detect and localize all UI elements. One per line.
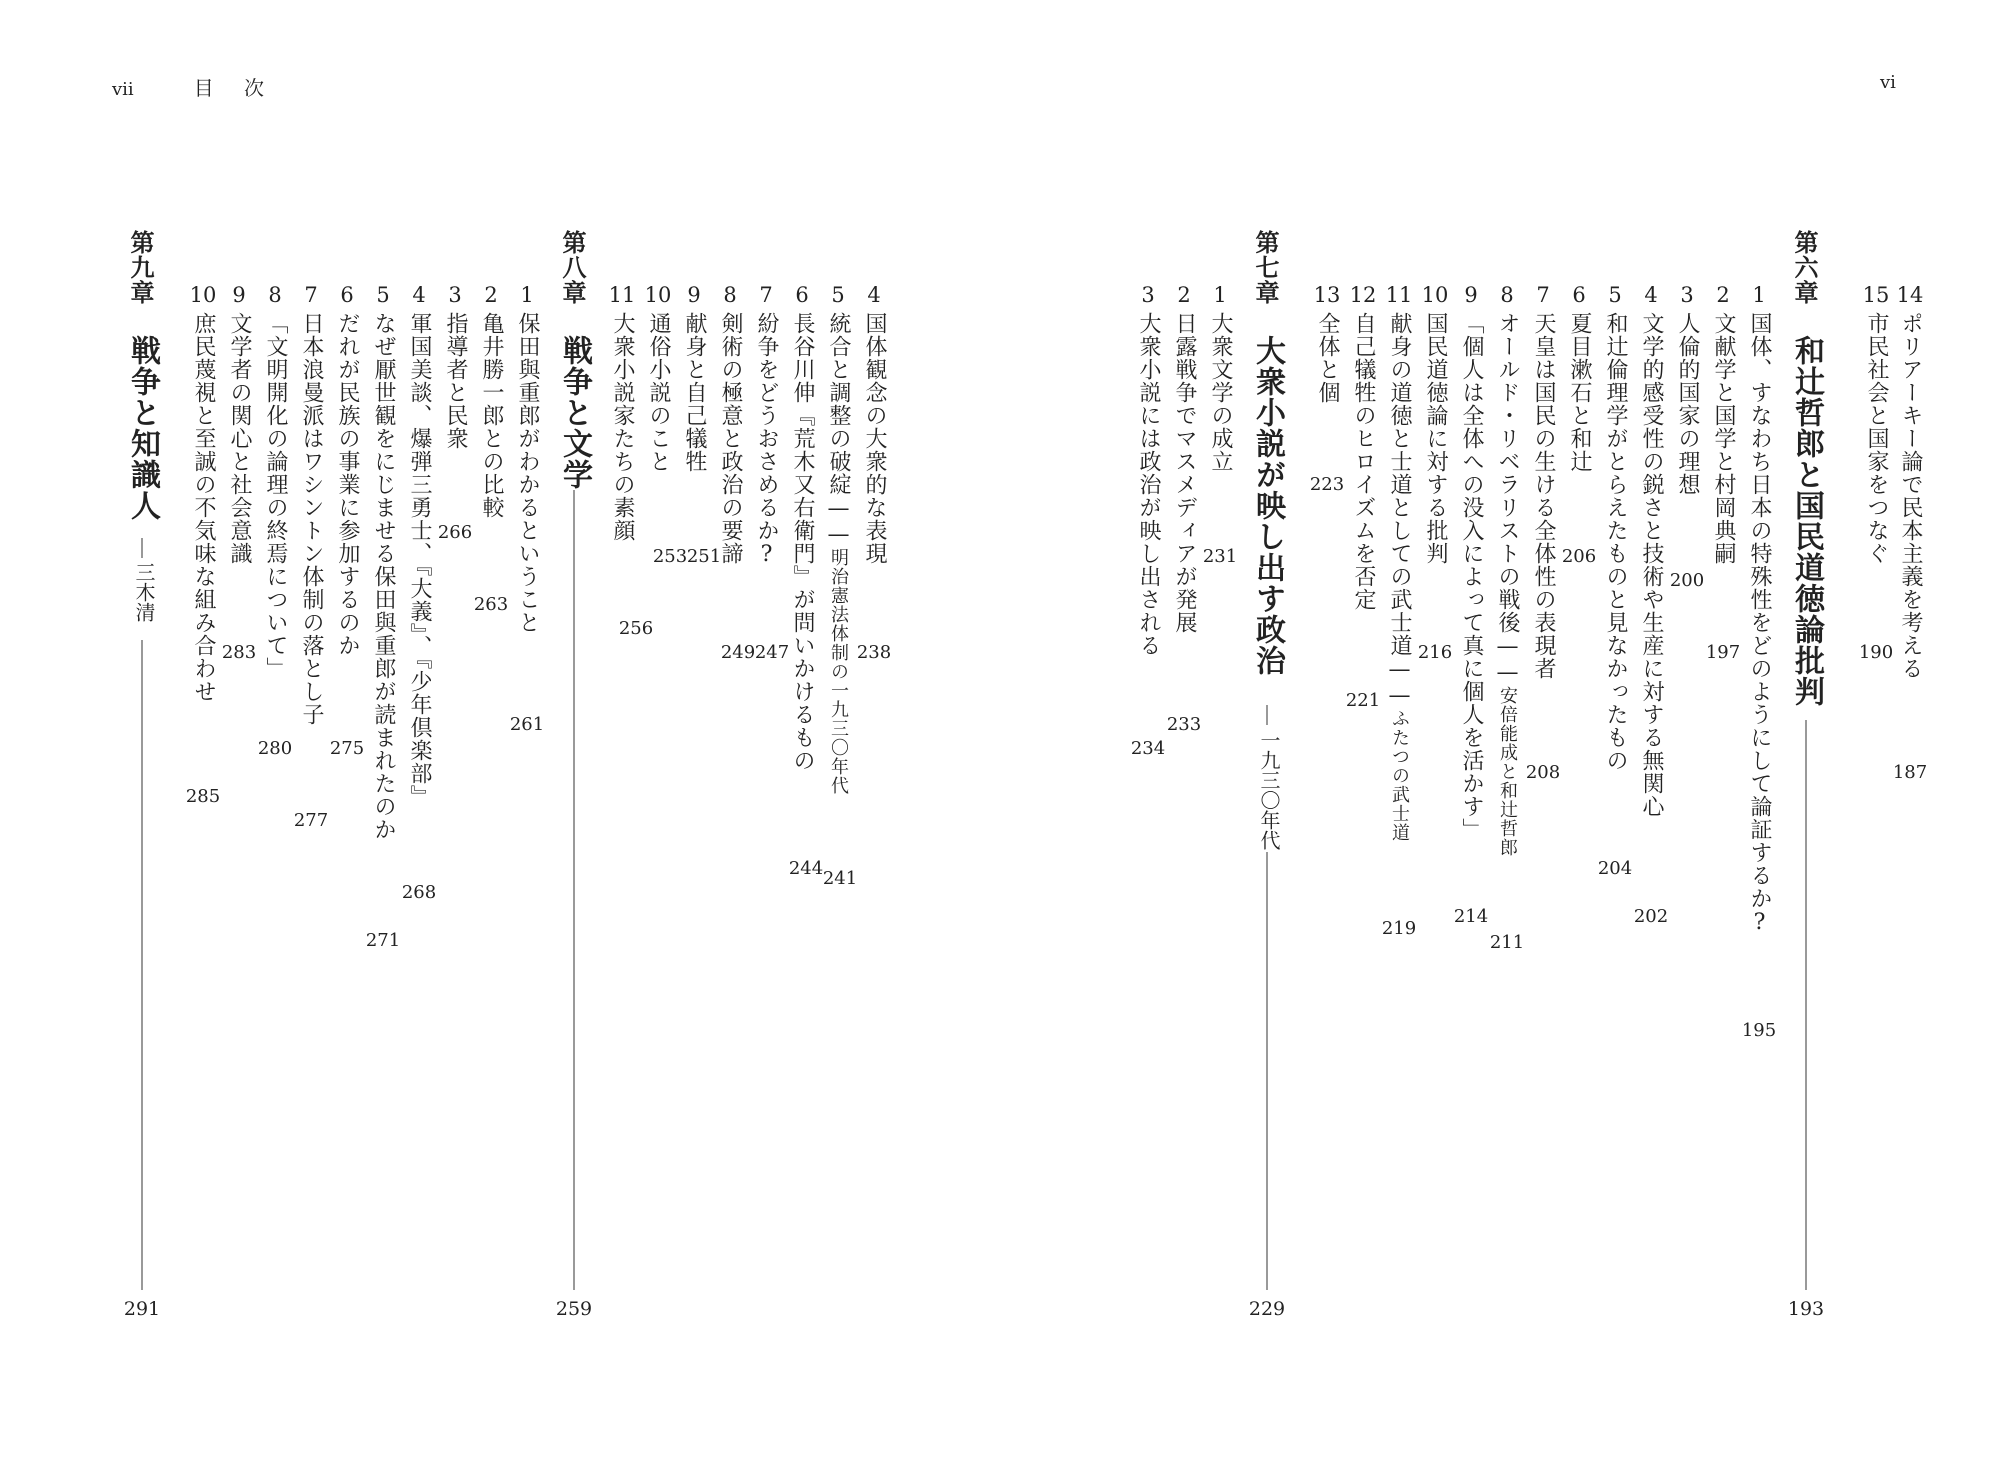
entry-number: 7 (1536, 283, 1550, 307)
entry-title: 人倫的国家の理想 (1675, 312, 1700, 496)
toc-entry[interactable] (713, 282, 747, 565)
entry-page: 280 (257, 738, 293, 759)
entry-page: 249 (720, 642, 756, 663)
toc-entry[interactable] (1598, 282, 1632, 772)
entry-number: 11 (608, 283, 636, 307)
entry-title: ポリアーキー論で民本主義を考える (1898, 312, 1923, 680)
toc-entry[interactable] (857, 282, 891, 565)
entry-title: 保田與重郎がわかるということ (515, 312, 540, 634)
chapter-7-page: 229 (1248, 1298, 1286, 1320)
chapter-6-label: 第六章 (1790, 230, 1819, 305)
entry-number: 3 (1680, 283, 1694, 307)
chapter-7-rule-top (1267, 705, 1268, 725)
toc-entry[interactable] (785, 282, 819, 772)
entry-subtitle: 明治憲法体制の一九三〇年代 (828, 548, 849, 795)
entry-page: 197 (1705, 642, 1741, 663)
entry-number: 11 (1385, 283, 1413, 307)
left-folio: vii (112, 79, 134, 100)
toc-entry[interactable] (294, 282, 328, 726)
entry-title: 文学的感受性の鋭さと技術や生産に対する無関心 (1639, 312, 1664, 818)
entry-page: 251 (686, 546, 722, 567)
toc-entry[interactable] (1454, 282, 1488, 841)
chapter-9-label: 第九章 (126, 230, 155, 305)
entry-title: 長谷川伸『荒木又右衛門』が問いかけるもの (790, 312, 815, 772)
entry-title: 自己犠牲のヒロイズムを否定 (1351, 312, 1376, 611)
entry-page: 214 (1453, 906, 1489, 927)
toc-entry[interactable] (510, 282, 544, 634)
chapter-7-title[interactable]: 大衆小説が映し出す政治 (1250, 335, 1285, 676)
entry-page: 223 (1309, 474, 1345, 495)
entry-number: 2 (1177, 283, 1191, 307)
left-running-head (112, 72, 276, 101)
entry-number: 10 (1421, 283, 1449, 307)
entry-page: 187 (1892, 762, 1928, 783)
entry-number: 9 (687, 283, 701, 307)
toc-entry[interactable] (258, 282, 292, 680)
entry-page: 268 (401, 882, 437, 903)
entry-title: 国体、すなわち日本の特殊性をどのようにして論証するか? (1747, 312, 1772, 936)
entry-number: 14 (1896, 283, 1924, 307)
chapter-7-rule (1267, 852, 1268, 1290)
entry-title: 庶民蔑視と至誠の不気味な組み合わせ (191, 312, 216, 703)
toc-entry[interactable] (1167, 282, 1201, 634)
toc-entry[interactable] (402, 282, 436, 808)
entry-page: 285 (185, 786, 221, 807)
entry-page: 206 (1561, 546, 1597, 567)
chapter-9-rule-top (142, 538, 143, 558)
entry-page: 204 (1597, 858, 1633, 879)
entry-title: 「個人は全体への没入によって真に個人を活かす」 (1459, 312, 1484, 841)
entry-number: 9 (1464, 283, 1478, 307)
toc-entry[interactable] (222, 282, 256, 565)
right-folio: vi (1880, 72, 1896, 93)
entry-title: 日露戦争でマスメディアが発展 (1172, 312, 1197, 634)
chapter-9-rule (142, 640, 143, 1290)
entry-number: 7 (304, 283, 318, 307)
entry-number: 4 (412, 283, 426, 307)
entry-page: 200 (1669, 570, 1705, 591)
chapter-8-label: 第八章 (558, 230, 587, 305)
entry-page: 221 (1345, 690, 1381, 711)
toc-entry[interactable] (366, 282, 400, 841)
entry-number: 8 (268, 283, 282, 307)
entry-number: 5 (831, 283, 845, 307)
entry-number: 13 (1313, 283, 1341, 307)
entry-title: 大衆文学の成立 (1208, 312, 1233, 473)
entry-number: 6 (1572, 283, 1586, 307)
entry-title: 統合と調整の破綻 (826, 312, 851, 496)
entry-number: 8 (1500, 283, 1514, 307)
entry-number: 10 (644, 283, 672, 307)
entry-page: 283 (221, 642, 257, 663)
toc-entry[interactable]: 11 献身の道徳と士道としての武士道——ふたつの武士道 (1385, 283, 1413, 842)
toc-entry[interactable]: 5 統合と調整の破綻——明治憲法体制の一九三〇年代 (826, 283, 851, 795)
toc-entry[interactable] (605, 282, 639, 542)
entry-title: オールド・リベラリストの戦後 (1495, 312, 1520, 634)
entry-title: 国体観念の大衆的な表現 (862, 312, 887, 565)
entry-page: 253 (652, 546, 688, 567)
entry-page: 216 (1417, 642, 1453, 663)
entry-title: 「文明開化の論理の終焉について」 (263, 312, 288, 680)
toc-entry[interactable] (474, 282, 508, 519)
entry-title: 指導者と民衆 (443, 312, 468, 450)
entry-page: 233 (1166, 714, 1202, 735)
entry-page: 247 (754, 642, 790, 663)
entry-page: 266 (437, 522, 473, 543)
entry-number: 9 (232, 283, 246, 307)
chapter-9-title[interactable]: 戦争と知識人 (125, 335, 160, 521)
chapter-6-title[interactable]: 和辻哲郎と国民道徳論批判 (1789, 335, 1824, 707)
toc-entry[interactable] (1706, 282, 1740, 565)
toc-entry[interactable] (438, 282, 472, 450)
chapter-9-page: 291 (123, 1298, 161, 1320)
entry-title: 大衆小説家たちの素顔 (610, 312, 635, 542)
entry-page: 244 (788, 858, 824, 879)
chapter-7-label: 第七章 (1251, 230, 1280, 305)
entry-subtitle: 安倍能成と和辻哲郎 (1497, 686, 1518, 857)
toc-entry[interactable] (641, 282, 675, 473)
entry-title: 文献学と国学と村岡典嗣 (1711, 312, 1736, 565)
entry-title: 献身の道徳と士道としての武士道 (1387, 312, 1412, 657)
toc-entry[interactable] (1562, 282, 1596, 473)
entry-title: 献身と自己犠牲 (682, 312, 707, 473)
entry-number: 6 (340, 283, 354, 307)
toc-entry[interactable] (1670, 282, 1704, 496)
entry-title: 天皇は国民の生ける全体性の表現者 (1531, 312, 1556, 680)
entry-title: 亀井勝一郎との比較 (479, 312, 504, 519)
entry-number: 1 (1213, 283, 1227, 307)
entry-page: 256 (618, 618, 654, 639)
entry-title: 日本浪曼派はワシントン体制の落とし子 (299, 312, 324, 726)
toc-entry[interactable] (1418, 282, 1452, 565)
chapter-8-rule (574, 490, 575, 1290)
toc-entry[interactable] (749, 282, 783, 568)
entry-number: 15 (1862, 283, 1890, 307)
entry-title: 市民社会と国家をつなぐ (1864, 312, 1889, 565)
entry-number: 4 (1644, 283, 1658, 307)
entry-number: 10 (189, 283, 217, 307)
entry-title: 通俗小説のこと (646, 312, 671, 473)
entry-page: 263 (473, 594, 509, 615)
toc-entry[interactable] (1742, 282, 1776, 936)
chapter-6-page: 193 (1787, 1298, 1825, 1320)
chapter-8-page: 259 (555, 1298, 593, 1320)
toc-entry[interactable] (1203, 282, 1237, 473)
entry-title: 和辻倫理学がとらえたものと見なかったもの (1603, 312, 1628, 772)
entry-page: 275 (329, 738, 365, 759)
entry-page: 238 (856, 642, 892, 663)
chapter-7-subtitle: 一九三〇年代 (1257, 730, 1281, 850)
toc-entry[interactable] (1526, 282, 1560, 680)
entry-number: 1 (520, 283, 534, 307)
entry-number: 1 (1752, 283, 1766, 307)
entry-number: 5 (376, 283, 390, 307)
entry-number: 5 (1608, 283, 1622, 307)
entry-page: 241 (822, 868, 858, 889)
entry-title: 紛争をどうおさめるか? (754, 312, 779, 568)
entry-number: 4 (867, 283, 881, 307)
entry-number: 7 (759, 283, 773, 307)
toc-entry[interactable] (1346, 282, 1380, 611)
entry-number: 2 (484, 283, 498, 307)
entry-number: 6 (795, 283, 809, 307)
entry-page: 234 (1130, 738, 1166, 759)
entry-page: 271 (365, 930, 401, 951)
entry-title: 国民道徳論に対する批判 (1423, 312, 1448, 565)
entry-page: 231 (1202, 546, 1238, 567)
entry-page: 219 (1381, 918, 1417, 939)
entry-number: 3 (1141, 283, 1155, 307)
entry-page: 190 (1858, 642, 1894, 663)
toc-entry[interactable]: 8 オールド・リベラリストの戦後——安倍能成と和辻哲郎 (1495, 283, 1520, 857)
entry-title: 文学者の関心と社会意識 (227, 312, 252, 565)
entry-title: 軍国美談、爆弾三勇士、『大義』、『少年倶楽部』 (407, 312, 432, 808)
entry-number: 3 (448, 283, 462, 307)
entry-title: 剣術の極意と政治の要諦 (718, 312, 743, 565)
entry-page: 211 (1489, 932, 1525, 953)
entry-subtitle: ふたつの武士道 (1389, 709, 1410, 842)
entry-number: 12 (1349, 283, 1377, 307)
entry-title: 大衆小説には政治が映し出される (1136, 312, 1161, 657)
toc-entry[interactable] (1893, 282, 1927, 680)
chapter-8-title[interactable]: 戦争と文学 (557, 335, 592, 490)
entry-number: 8 (723, 283, 737, 307)
toc-entry[interactable] (1131, 282, 1165, 657)
entry-page: 195 (1741, 1020, 1777, 1041)
toc-entry[interactable] (186, 282, 220, 703)
chapter-6-rule (1806, 720, 1807, 1290)
entry-title: 全体と個 (1315, 312, 1340, 404)
entry-page: 208 (1525, 762, 1561, 783)
entry-page: 202 (1633, 906, 1669, 927)
chapter-9-subtitle: 三木清 (132, 562, 156, 622)
entry-number: 2 (1716, 283, 1730, 307)
toc-entry[interactable] (1634, 282, 1668, 818)
toc-entry[interactable] (677, 282, 711, 473)
toc-entry[interactable] (330, 282, 364, 657)
entry-title: なぜ厭世観をにじませる保田與重郎が読まれたのか (371, 312, 396, 841)
toc-entry[interactable] (1310, 282, 1344, 404)
entry-title: 夏目漱石と和辻 (1567, 312, 1592, 473)
toc-entry[interactable] (1859, 282, 1893, 565)
entry-title: だれが民族の事業に参加するのか (335, 312, 360, 657)
entry-page: 261 (509, 714, 545, 735)
entry-page: 277 (293, 810, 329, 831)
left-head-title: 目 次 (193, 76, 277, 100)
